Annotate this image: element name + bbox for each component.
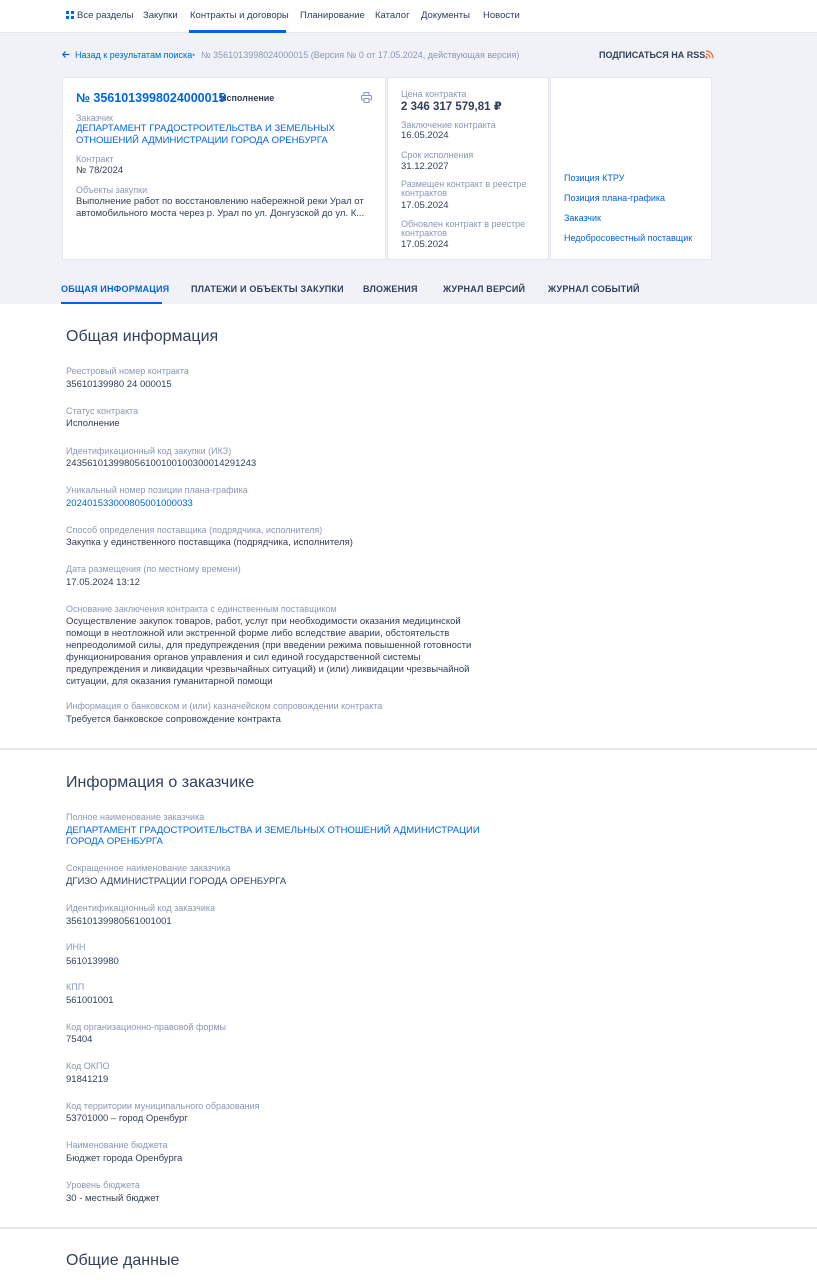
top-navigation [0,0,817,33]
contract-label: Контракт [76,154,114,164]
placed-label: Размещен контракт в реестре контрактов [401,179,527,198]
field-label: Полное наименование заказчика [66,812,205,822]
customer-label: Заказчик [76,113,113,123]
field-value: 243561013998056100100100300014291243 [66,458,257,469]
field-value: Исполнение [66,418,120,429]
field-label: Код организационно-правовой формы [66,1022,227,1032]
link-customer[interactable]: Заказчик [564,213,601,223]
field-label: Сокращенное наименование заказчика [66,863,231,873]
objects-value: Выполнение работ по восстановлению набережной реки Урал от автомобильного моста через р. Урал по ул. Донгузской до ул. К... [76,196,365,219]
section-divider [0,748,817,750]
nav-item-news[interactable]: Новости [483,10,520,21]
objects-label: Объекты закупки [76,185,148,195]
field-value: 30 - местный бюджет [66,1193,160,1204]
nav-all-sections-label: Все разделы [77,10,134,21]
field-value: 17.05.2024 13:12 [66,577,140,588]
customer-full-name-link[interactable]: ДЕПАРТАМЕНТ ГРАДОСТРОИТЕЛЬСТВА И ЗЕМЕЛЬНЫХ ОТНОШЕНИЙ АДМИНИСТРАЦИИ ГОРОДА ОРЕНБУРГА [66,825,480,847]
field-value: ДГИЗО АДМИНИСТРАЦИИ ГОРОДА ОРЕНБУРГА [66,876,287,887]
print-icon[interactable] [361,92,372,103]
price-label: Цена контракта [401,89,467,99]
field-value: Бюджет города Оренбурга [66,1153,183,1164]
placed-value: 17.05.2024 [401,200,449,211]
tab-event-log[interactable]: ЖУРНАЛ СОБЫТИЙ [548,284,640,294]
field-value: 53701000 – город Оренбург [66,1113,188,1124]
nav-all-sections[interactable] [66,10,134,21]
term-value: 31.12.2027 [401,161,449,172]
field-value: 35610139980561001001 [66,916,172,927]
common-data-title: Общие данные [66,1252,180,1269]
general-info-title: Общая информация [66,328,219,345]
tab-active-indicator [61,302,162,304]
field-label: КПП [66,982,85,992]
concluded-label: Заключение контракта [401,120,496,130]
field-label: Информация о банковском и (или) казначейском сопровождении контракта [66,701,383,711]
field-value: 35610139980 24 000015 [66,379,172,390]
field-label: Уникальный номер позиции плана-графика [66,485,248,495]
tab-general-info[interactable]: ОБЩАЯ ИНФОРМАЦИЯ [61,284,170,294]
updated-label: Обновлен контракт в реестре контрактов [401,219,526,238]
field-label: Идентификационный код заказчика [66,903,215,913]
field-label: Идентификационный код закупки (ИКЗ) [66,446,232,456]
grid-icon [66,11,74,19]
contract-reg-number[interactable]: № 3561013998024000015 [76,91,226,105]
field-label: Код ОКПО [66,1061,110,1071]
customer-link[interactable]: ДЕПАРТАМЕНТ ГРАДОСТРОИТЕЛЬСТВА И ЗЕМЕЛЬНЫХ ОТНОШЕНИЙ АДМИНИСТРАЦИИ ГОРОДА ОРЕНБУРГА [76,123,335,146]
field-value: 91841219 [66,1074,109,1085]
field-label: Статус контракта [66,406,139,416]
field-value: Требуется банковское сопровождение контракта [66,714,281,725]
field-label: Способ определения поставщика (подрядчика, исполнителя) [66,525,323,535]
field-value: Закупка у единственного поставщика (подрядчика, исполнителя) [66,537,353,548]
nav-item-contracts[interactable]: Контракты и договоры [190,10,289,21]
concluded-value: 16.05.2024 [401,130,449,141]
tab-attachments[interactable]: ВЛОЖЕНИЯ [363,284,418,294]
term-label: Срок исполнения [401,150,474,160]
section-divider [0,1227,817,1229]
field-label: Код территории муниципального образования [66,1101,260,1111]
field-label: Основание заключения контракта с единственным поставщиком [66,604,337,614]
arrow-left-icon[interactable] [62,51,70,58]
field-value: 75404 [66,1034,93,1045]
link-unscrupulous-supplier[interactable]: Недобросовестный поставщик [564,233,693,243]
nav-item-planning[interactable]: Планирование [300,10,365,21]
breadcrumb-current: № 3561013998024000015 (Версия № 0 от 17.05.2024, действующая версия) [201,50,520,60]
link-ktru-position[interactable]: Позиция КТРУ [564,173,625,183]
field-label: ИНН [66,942,86,952]
contract-number: № 78/2024 [76,165,124,176]
field-value: Осуществление закупок товаров, работ, услуг при необходимости оказания медицинской помощи в неотложной или экстренной форме либо вследствие аварии, обстоятельств непреодолимой силы, для предупреждения (при введении режима повышенной готовности функционирования органов управления и сил единой государственной системы предупреждения и ликвидации чрезвычайных ситуаций) и (или) ликвидации чрезвычайной ситуации, для оказания гуманитарной помощи [66,616,472,687]
breadcrumb-separator: • [192,50,196,60]
field-label: Реестровый номер контракта [66,366,189,376]
field-value: 561001001 [66,995,114,1006]
plan-position-link[interactable]: 202401533000805001000033 [66,498,193,509]
field-label: Уровень бюджета [66,1180,140,1190]
tab-payments[interactable]: ПЛАТЕЖИ И ОБЪЕКТЫ ЗАКУПКИ [191,284,344,294]
contract-status: Исполнение [220,93,275,103]
tab-version-log[interactable]: ЖУРНАЛ ВЕРСИЙ [443,284,526,294]
field-label: Дата размещения (по местному времени) [66,564,241,574]
back-to-search-link[interactable]: Назад к результатам поиска [75,50,193,60]
customer-info-title: Информация о заказчике [66,774,255,791]
link-plan-position[interactable]: Позиция плана-графика [564,193,666,203]
price-value: 2 346 317 579,81 ₽ [401,101,502,113]
updated-value: 17.05.2024 [401,239,449,250]
nav-item-purchases[interactable]: Закупки [143,10,178,21]
nav-item-catalog[interactable]: Каталог [375,10,410,21]
field-value: 5610139980 [66,956,119,967]
rss-subscribe-link[interactable]: ПОДПИСАТЬСЯ НА RSS [599,50,706,60]
field-label: Наименование бюджета [66,1140,168,1150]
nav-item-documents[interactable]: Документы [421,10,470,21]
rss-icon[interactable] [705,50,714,59]
